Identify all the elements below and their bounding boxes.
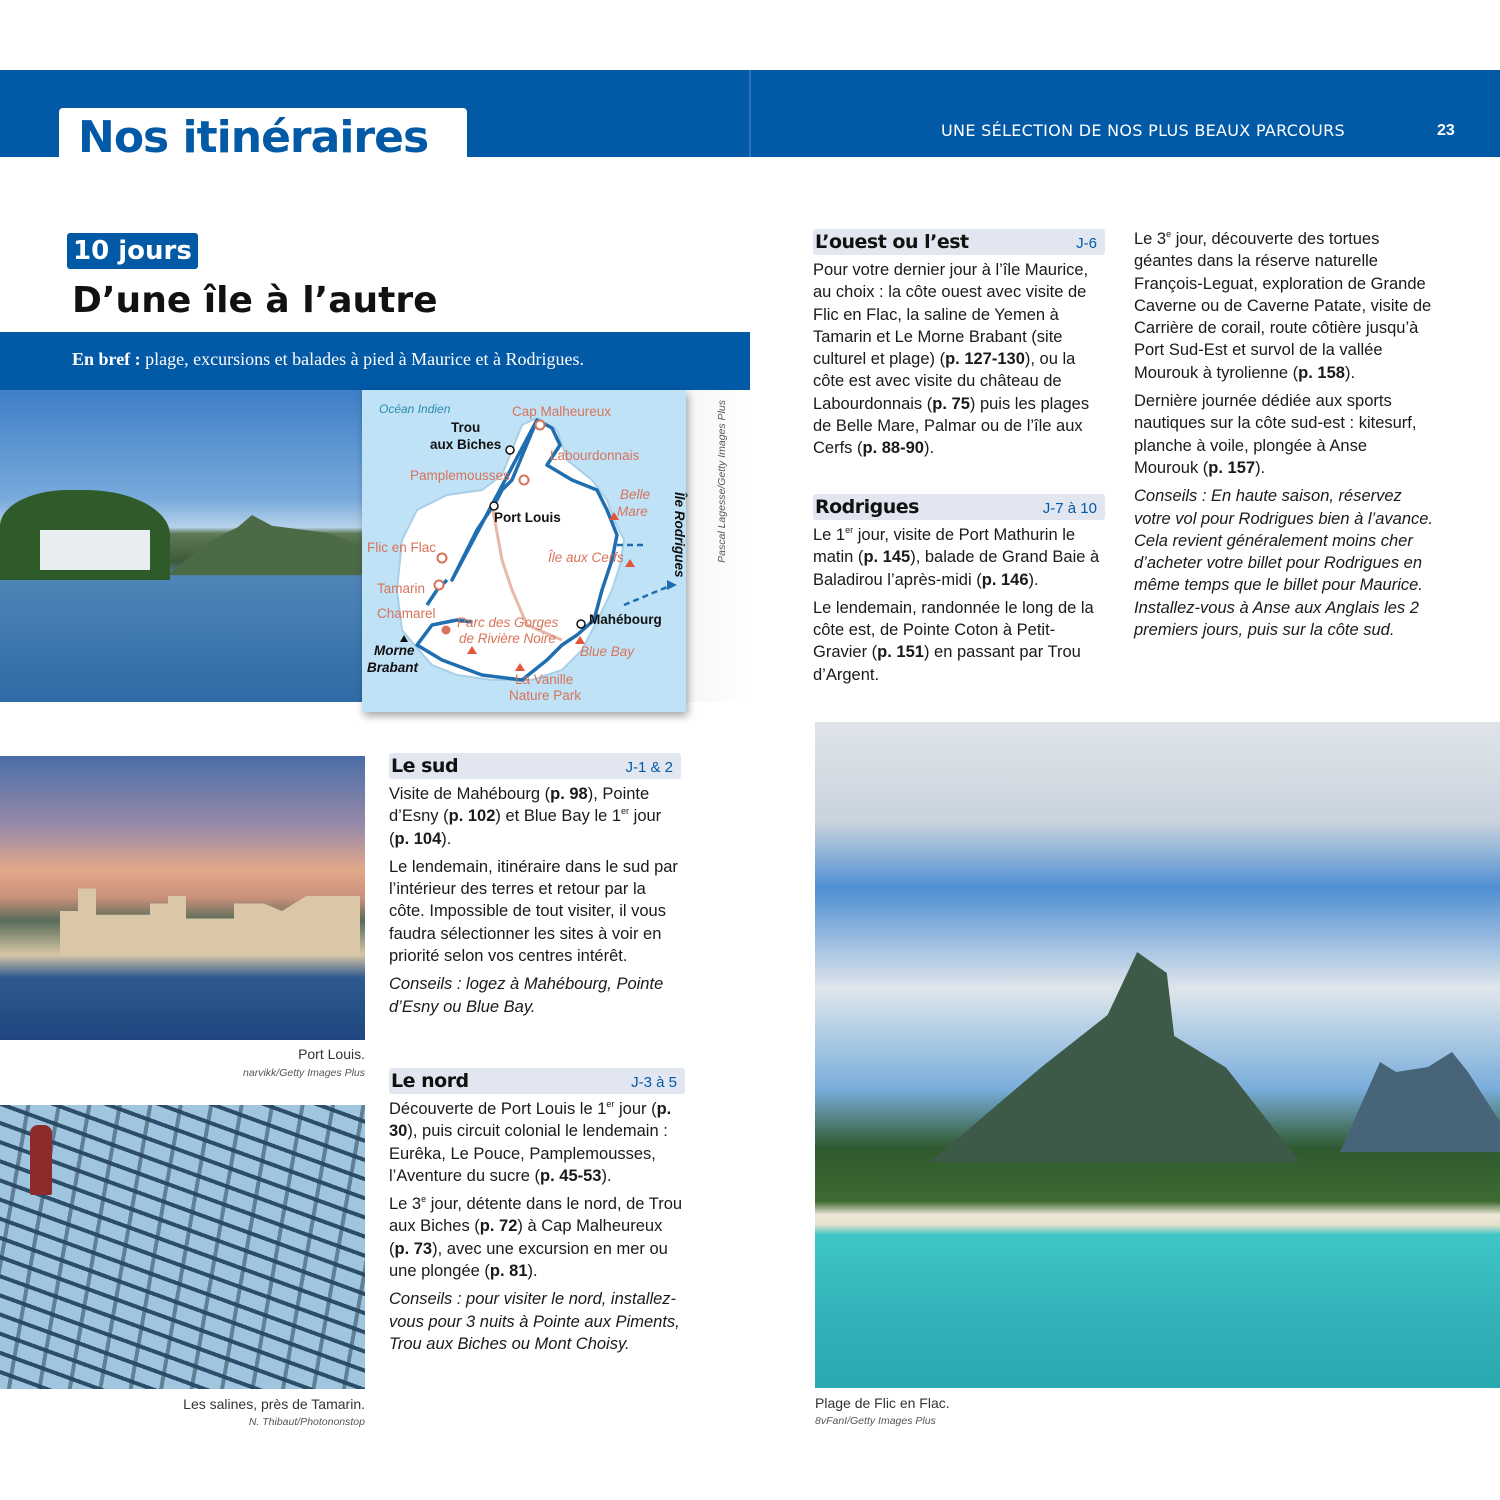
section-sud	[389, 753, 681, 1018]
bay-photo	[0, 390, 362, 702]
rodrigues-paragraph-2: Le lendemain, randonnée le long de la côte est, de Pointe Coton à Petit-Gravier (p. 151) en passant par Trou d’Argent.	[813, 598, 1094, 684]
map-label-mare: Mare	[617, 504, 648, 519]
days-badge: 10 jours	[67, 233, 198, 269]
map-label-chamarel: Chamarel	[377, 606, 436, 621]
nord-paragraph-1: Découverte de Port Louis le 1er jour (p. 30), puis circuit colonial le lendemain : Eurêka, Le Pouce, Pamplemousses, l’Aventure du sucre (p. 45-53).	[389, 1099, 672, 1185]
section-title: Rodrigues	[815, 496, 919, 518]
map-label-flic-en-flac: Flic en Flac	[367, 540, 437, 555]
salines-photo	[0, 1105, 365, 1389]
section-days: J-6	[1076, 235, 1097, 252]
map-label-parc-line1: Parc des Gorges	[457, 615, 559, 630]
section-ouest-est	[813, 229, 1105, 460]
section-title: Le nord	[391, 1070, 469, 1092]
port-louis-credit: narvikk/Getty Images Plus	[243, 1067, 365, 1079]
nord-paragraph-2: Le 3e jour, détente dans le nord, de Trou aux Biches (p. 72) à Cap Malheureux (p. 73), avec une excursion en mer ou une plongée (p. 81).	[389, 1194, 683, 1281]
section-header	[389, 1068, 685, 1094]
map-label-trou: Trou	[451, 420, 481, 435]
rodrigues-paragraph-4: Dernière journée dédiée aux sports nautiques sur la côte sud-est : kitesurf, planche à voile, plongée à Anse Mourouk (p. 157).	[1134, 392, 1417, 477]
rodrigues-paragraph-3: Le 3e jour, découverte des tortues géantes dans la réserve naturelle François-Leguat, exploration de Grande Caverne ou de Caverne Patate, visite de Carrière de corail, route côtière jusqu’à Port Sud-Est et survol de la vallée Mourouk à tyrolienne (p. 158).	[1134, 229, 1432, 382]
map-label-ile-rodrigues: Île Rodrigues	[672, 492, 687, 578]
section-title: Le sud	[391, 755, 459, 777]
map-label-blue-bay: Blue Bay	[580, 644, 635, 659]
worker-figure	[30, 1125, 52, 1195]
nord-tip: Conseils : pour visiter le nord, installez-vous pour 3 nuits à Pointe aux Piments, Trou aux Biches ou Mont Choisy.	[389, 1290, 680, 1353]
section-header	[813, 494, 1105, 520]
map-label-morne: Morne	[374, 643, 415, 658]
section-days: J-3 à 5	[631, 1074, 677, 1091]
map-label-ile-aux-cerfs: Île aux Cerfs	[548, 550, 624, 565]
rodrigues-tip-1: Conseils : En haute saison, réservez votre vol pour Rodrigues bien à l’avance. Cela revient généralement moins cher d’acheter votre billet pour Rodrigues en même temps que le billet pour Maurice.	[1134, 487, 1434, 595]
map-label-cap-malheureux: Cap Malheureux	[512, 404, 612, 419]
flic-en-flac-caption: Plage de Flic en Flac.	[815, 1395, 950, 1411]
section-days: J-1 & 2	[625, 759, 673, 776]
house-shape	[40, 530, 150, 570]
section-header	[813, 229, 1105, 255]
mountain-shape	[168, 515, 362, 575]
flic-en-flac-credit: 8vFanI/Getty Images Plus	[815, 1415, 936, 1427]
sud-paragraph-2: Le lendemain, itinéraire dans le sud par l’intérieur des terres et retour par la côte. Impossible de tout visiter, il vous faudra sélectionner les sites à voir en priorité selon vos centres intérêt.	[389, 857, 678, 966]
map-label-tamarin: Tamarin	[377, 581, 426, 596]
salines-texture	[0, 1105, 365, 1389]
map-label-la-vanille: La Vanille	[515, 672, 574, 687]
map-label-brabant: Brabant	[367, 660, 419, 675]
map-label-mahebourg: Mahébourg	[589, 612, 662, 627]
summary-band	[0, 332, 750, 390]
page-gutter	[749, 70, 751, 157]
sud-tip: Conseils : logez à Mahébourg, Pointe d’Esny ou Blue Bay.	[389, 975, 664, 1016]
section-title: L’ouest ou l’est	[815, 231, 969, 253]
section-nord	[389, 1068, 685, 1355]
map-label-port-louis: Port Louis	[494, 510, 561, 525]
map-label-ocean: Océan Indien	[379, 402, 451, 416]
rodrigues-tip-2: Installez-vous à Anse aux Anglais les 2 premiers jours, puis sur la côte sud.	[1134, 598, 1419, 640]
ouest-est-paragraph: Pour votre dernier jour à l’île Maurice, au choix : la côte ouest avec visite de Flic en Flac, la saline de Yemen à Tamarin et Le Morne Brabant (site culturel et plage) (p. 127-130), ou la côte est avec visite du château de Labourdonnais (p. 75) puis les plages de Belle Mare, Palmar ou de l’île aux Cerfs (p. 88-90).	[813, 261, 1090, 458]
map-label-parc-line2: de Rivière Noire	[459, 631, 556, 646]
port-louis-caption: Port Louis.	[298, 1046, 365, 1062]
map-label-aux-biches: aux Biches	[430, 437, 502, 452]
page-number: 23	[1437, 122, 1455, 139]
section-days: J-7 à 10	[1042, 500, 1097, 517]
salines-credit: N. Thibaut/Photononstop	[248, 1416, 365, 1428]
salines-caption: Les salines, près de Tamarin.	[183, 1396, 365, 1412]
rodrigues-paragraph-1: Le 1er jour, visite de Port Mathurin le matin (p. 145), balade de Grand Baie à Baladirou l’après-midi (p. 146).	[813, 525, 1100, 589]
sud-paragraph-1: Visite de Mahébourg (p. 98), Pointe d’Esny (p. 102) et Blue Bay le 1er jour (p. 104).	[389, 785, 662, 848]
skyline-shape	[60, 881, 360, 956]
map-label-labourdonnais: Labourdonnais	[550, 448, 640, 463]
section-rodrigues	[813, 494, 1105, 686]
peak-shape	[930, 952, 1300, 1162]
map-label-belle: Belle	[620, 487, 651, 502]
route-title: D’une île à l’autre	[72, 280, 438, 321]
page-subtitle: UNE SÉLECTION DE NOS PLUS BEAUX PARCOURS	[941, 121, 1345, 140]
page-title: Nos itinéraires	[78, 112, 429, 163]
section-rodrigues-continued	[1134, 228, 1434, 641]
itinerary-map	[362, 390, 686, 712]
peaks-shape	[1340, 1052, 1500, 1152]
flic-en-flac-photo	[815, 722, 1500, 1388]
map-label-pamplemousses: Pamplemousses	[410, 468, 510, 483]
summary-text: plage, excursions et balades à pied à Maurice et à Rodrigues.	[140, 349, 585, 369]
section-header	[389, 753, 681, 779]
map-label-nature-park: Nature Park	[509, 688, 582, 703]
map-photo-credit: Pascal Lagesse/Getty Images Plus	[716, 400, 728, 563]
summary-label: En bref :	[72, 349, 141, 369]
port-louis-photo	[0, 756, 365, 1040]
